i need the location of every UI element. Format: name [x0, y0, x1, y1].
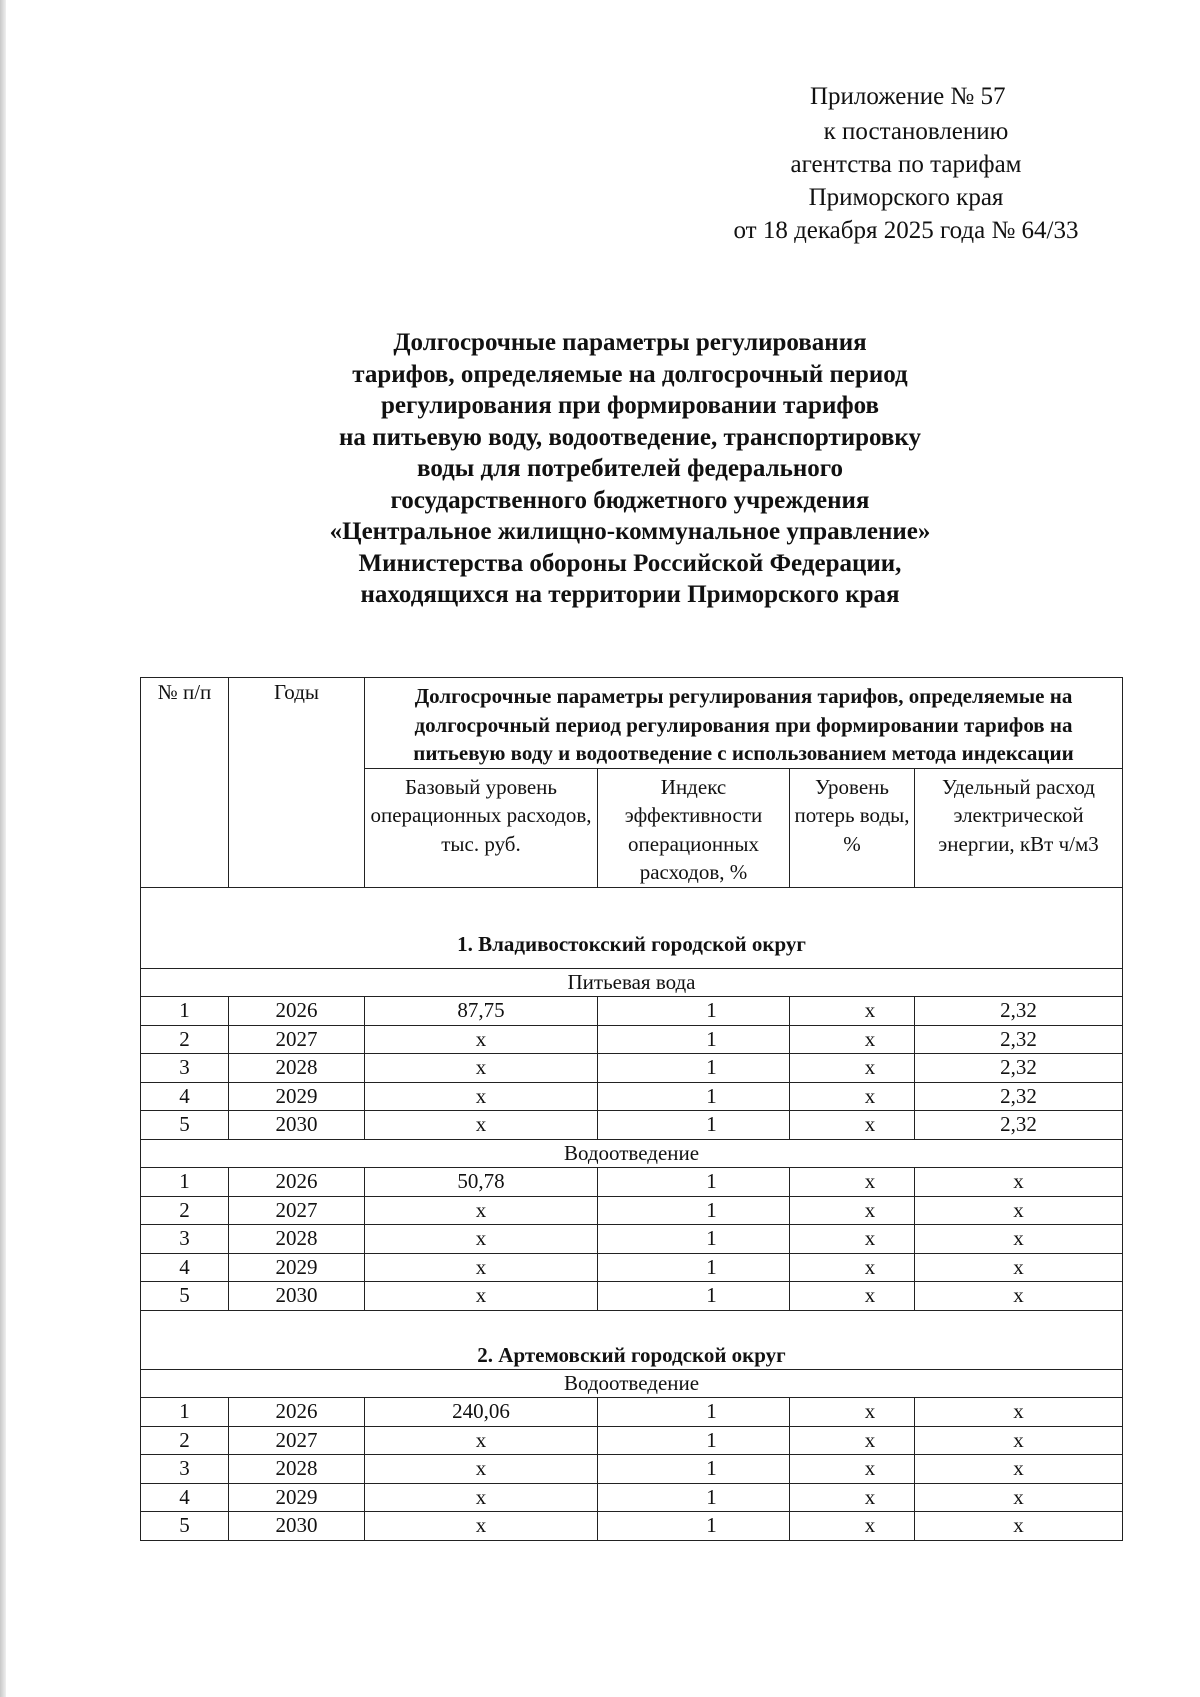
section-row [141, 1310, 1123, 1369]
table-row [141, 1455, 1123, 1484]
cell-base-opex: х [365, 1455, 598, 1484]
cell-year: 2028 [229, 1054, 365, 1083]
title-line: находящихся на территории Приморского края [360, 581, 900, 608]
header-col-no: № п/п [141, 678, 229, 888]
cell-no: 4 [141, 1082, 229, 1111]
cell-energy-use: 2,32 [915, 997, 1123, 1026]
cell-efficiency-index: 1 [598, 1253, 790, 1282]
cell-efficiency-index: 1 [598, 1054, 790, 1083]
cell-year: 2027 [229, 1426, 365, 1455]
cell-no: 4 [141, 1253, 229, 1282]
cell-no: 3 [141, 1225, 229, 1254]
table-row [141, 1054, 1123, 1083]
cell-water-loss: х [790, 1168, 915, 1197]
cell-no: 2 [141, 1025, 229, 1054]
cell-water-loss: х [790, 1054, 915, 1083]
cell-no: 3 [141, 1455, 229, 1484]
cell-energy-use: х [915, 1512, 1123, 1541]
document-title [200, 327, 1060, 611]
cell-efficiency-index: 1 [598, 1426, 790, 1455]
scan-edge-shadow [0, 0, 6, 1697]
cell-efficiency-index: 1 [598, 1282, 790, 1311]
header-col-years: Годы [229, 678, 365, 888]
cell-water-loss: х [790, 1253, 915, 1282]
cell-base-opex: х [365, 1253, 598, 1282]
cell-no: 1 [141, 1398, 229, 1427]
cell-water-loss: х [790, 1483, 915, 1512]
cell-no: 5 [141, 1512, 229, 1541]
header-energy-use: Удельный расход электрической энергии, кВт ч/м3 [915, 768, 1123, 887]
header-water-loss: Уровень потерь воды, % [790, 768, 915, 887]
cell-efficiency-index: 1 [598, 1483, 790, 1512]
title-line: Министерства обороны Российской Федерации, [358, 549, 902, 577]
appendix-line: к постановлению [823, 118, 1009, 145]
header-base-opex: Базовый уровень операционных расходов, тыс. руб. [365, 768, 598, 887]
cell-year: 2030 [229, 1512, 365, 1541]
category-row [141, 1139, 1123, 1168]
title-line: Долгосрочные параметры регулирования [393, 329, 867, 356]
appendix-line: Приморского края [808, 184, 1004, 211]
cell-base-opex: х [365, 1025, 598, 1054]
category-row [141, 968, 1123, 997]
category-title: Водоотведение [141, 1139, 1123, 1168]
parameters-table [140, 677, 1123, 1541]
cell-no: 1 [141, 997, 229, 1026]
table-row [141, 1282, 1123, 1311]
cell-water-loss: х [790, 1225, 915, 1254]
cell-efficiency-index: 1 [598, 1111, 790, 1140]
table-row [141, 1398, 1123, 1427]
cell-water-loss: х [790, 997, 915, 1026]
cell-efficiency-index: 1 [598, 1455, 790, 1484]
title-line: на питьевую воду, водоотведение, транспортировку [339, 423, 921, 451]
table-row [141, 1168, 1123, 1197]
cell-efficiency-index: 1 [598, 997, 790, 1026]
table-row [141, 1196, 1123, 1225]
header-efficiency-index: Индекс эффективности операционных расходов, % [598, 768, 790, 887]
cell-base-opex: 240,06 [365, 1398, 598, 1427]
cell-water-loss: х [790, 1512, 915, 1541]
cell-water-loss: х [790, 1025, 915, 1054]
cell-year: 2026 [229, 997, 365, 1026]
cell-base-opex: 50,78 [365, 1168, 598, 1197]
cell-year: 2030 [229, 1111, 365, 1140]
title-line: государственного бюджетного учреждения [390, 486, 870, 514]
cell-energy-use: 2,32 [915, 1111, 1123, 1140]
cell-year: 2027 [229, 1196, 365, 1225]
cell-base-opex: х [365, 1483, 598, 1512]
category-row [141, 1369, 1123, 1398]
table-row [141, 1253, 1123, 1282]
cell-no: 3 [141, 1054, 229, 1083]
cell-energy-use: х [915, 1426, 1123, 1455]
cell-year: 2029 [229, 1082, 365, 1111]
cell-no: 2 [141, 1426, 229, 1455]
cell-efficiency-index: 1 [598, 1398, 790, 1427]
cell-year: 2026 [229, 1168, 365, 1197]
cell-water-loss: х [790, 1111, 915, 1140]
appendix-line: агентства по тарифам [790, 151, 1022, 178]
cell-water-loss: х [790, 1082, 915, 1111]
cell-no: 5 [141, 1111, 229, 1140]
category-title: Водоотведение [141, 1369, 1123, 1398]
table-row [141, 1426, 1123, 1455]
cell-year: 2030 [229, 1282, 365, 1311]
table-header-row [141, 678, 1123, 769]
cell-no: 2 [141, 1196, 229, 1225]
appendix-block [700, 80, 1120, 247]
cell-base-opex: х [365, 1111, 598, 1140]
cell-no: 4 [141, 1483, 229, 1512]
cell-efficiency-index: 1 [598, 1168, 790, 1197]
cell-year: 2026 [229, 1398, 365, 1427]
cell-water-loss: х [790, 1455, 915, 1484]
section-title: 2. Артемовский городской округ [141, 1310, 1123, 1369]
cell-no: 1 [141, 1168, 229, 1197]
cell-energy-use: х [915, 1398, 1123, 1427]
header-group: Долгосрочные параметры регулирования тарифов, определяемые на долгосрочный период регулирования при формировании тарифов на питьевую воду и водоотведение с использованием метода индексации [365, 678, 1123, 769]
cell-efficiency-index: 1 [598, 1512, 790, 1541]
cell-energy-use: х [915, 1483, 1123, 1512]
cell-base-opex: х [365, 1426, 598, 1455]
cell-no: 5 [141, 1282, 229, 1311]
cell-base-opex: х [365, 1054, 598, 1083]
appendix-line: от 18 декабря 2025 года № 64/33 [733, 217, 1079, 244]
cell-efficiency-index: 1 [598, 1225, 790, 1254]
cell-efficiency-index: 1 [598, 1025, 790, 1054]
cell-water-loss: х [790, 1398, 915, 1427]
cell-base-opex: х [365, 1282, 598, 1311]
cell-water-loss: х [790, 1196, 915, 1225]
cell-base-opex: 87,75 [365, 997, 598, 1026]
cell-energy-use: 2,32 [915, 1054, 1123, 1083]
category-title: Питьевая вода [141, 968, 1123, 997]
cell-year: 2027 [229, 1025, 365, 1054]
title-line: «Центральное жилищно-коммунальное управление» [329, 518, 931, 545]
cell-efficiency-index: 1 [598, 1196, 790, 1225]
cell-energy-use: х [915, 1253, 1123, 1282]
cell-year: 2028 [229, 1455, 365, 1484]
table-row [141, 1512, 1123, 1541]
table-row [141, 1082, 1123, 1111]
table-row [141, 1225, 1123, 1254]
cell-energy-use: х [915, 1225, 1123, 1254]
table-row [141, 1025, 1123, 1054]
cell-energy-use: х [915, 1455, 1123, 1484]
table-row [141, 1483, 1123, 1512]
cell-base-opex: х [365, 1082, 598, 1111]
cell-energy-use: 2,32 [915, 1082, 1123, 1111]
cell-year: 2029 [229, 1483, 365, 1512]
title-line: тарифов, определяемые на долгосрочный период [352, 360, 908, 388]
cell-energy-use: х [915, 1196, 1123, 1225]
cell-year: 2029 [229, 1253, 365, 1282]
title-line: регулирования при формировании тарифов [380, 392, 880, 419]
cell-energy-use: х [915, 1168, 1123, 1197]
cell-year: 2028 [229, 1225, 365, 1254]
cell-base-opex: х [365, 1196, 598, 1225]
cell-base-opex: х [365, 1225, 598, 1254]
section-title: 1. Владивостокский городской округ [141, 887, 1123, 968]
table-row [141, 997, 1123, 1026]
title-line: воды для потребителей федерального [416, 455, 843, 482]
cell-water-loss: х [790, 1282, 915, 1311]
section-row [141, 887, 1123, 968]
cell-energy-use: 2,32 [915, 1025, 1123, 1054]
table-row [141, 1111, 1123, 1140]
cell-water-loss: х [790, 1426, 915, 1455]
cell-energy-use: х [915, 1282, 1123, 1311]
cell-efficiency-index: 1 [598, 1082, 790, 1111]
cell-base-opex: х [365, 1512, 598, 1541]
appendix-number: Приложение № 57 [810, 83, 1006, 110]
